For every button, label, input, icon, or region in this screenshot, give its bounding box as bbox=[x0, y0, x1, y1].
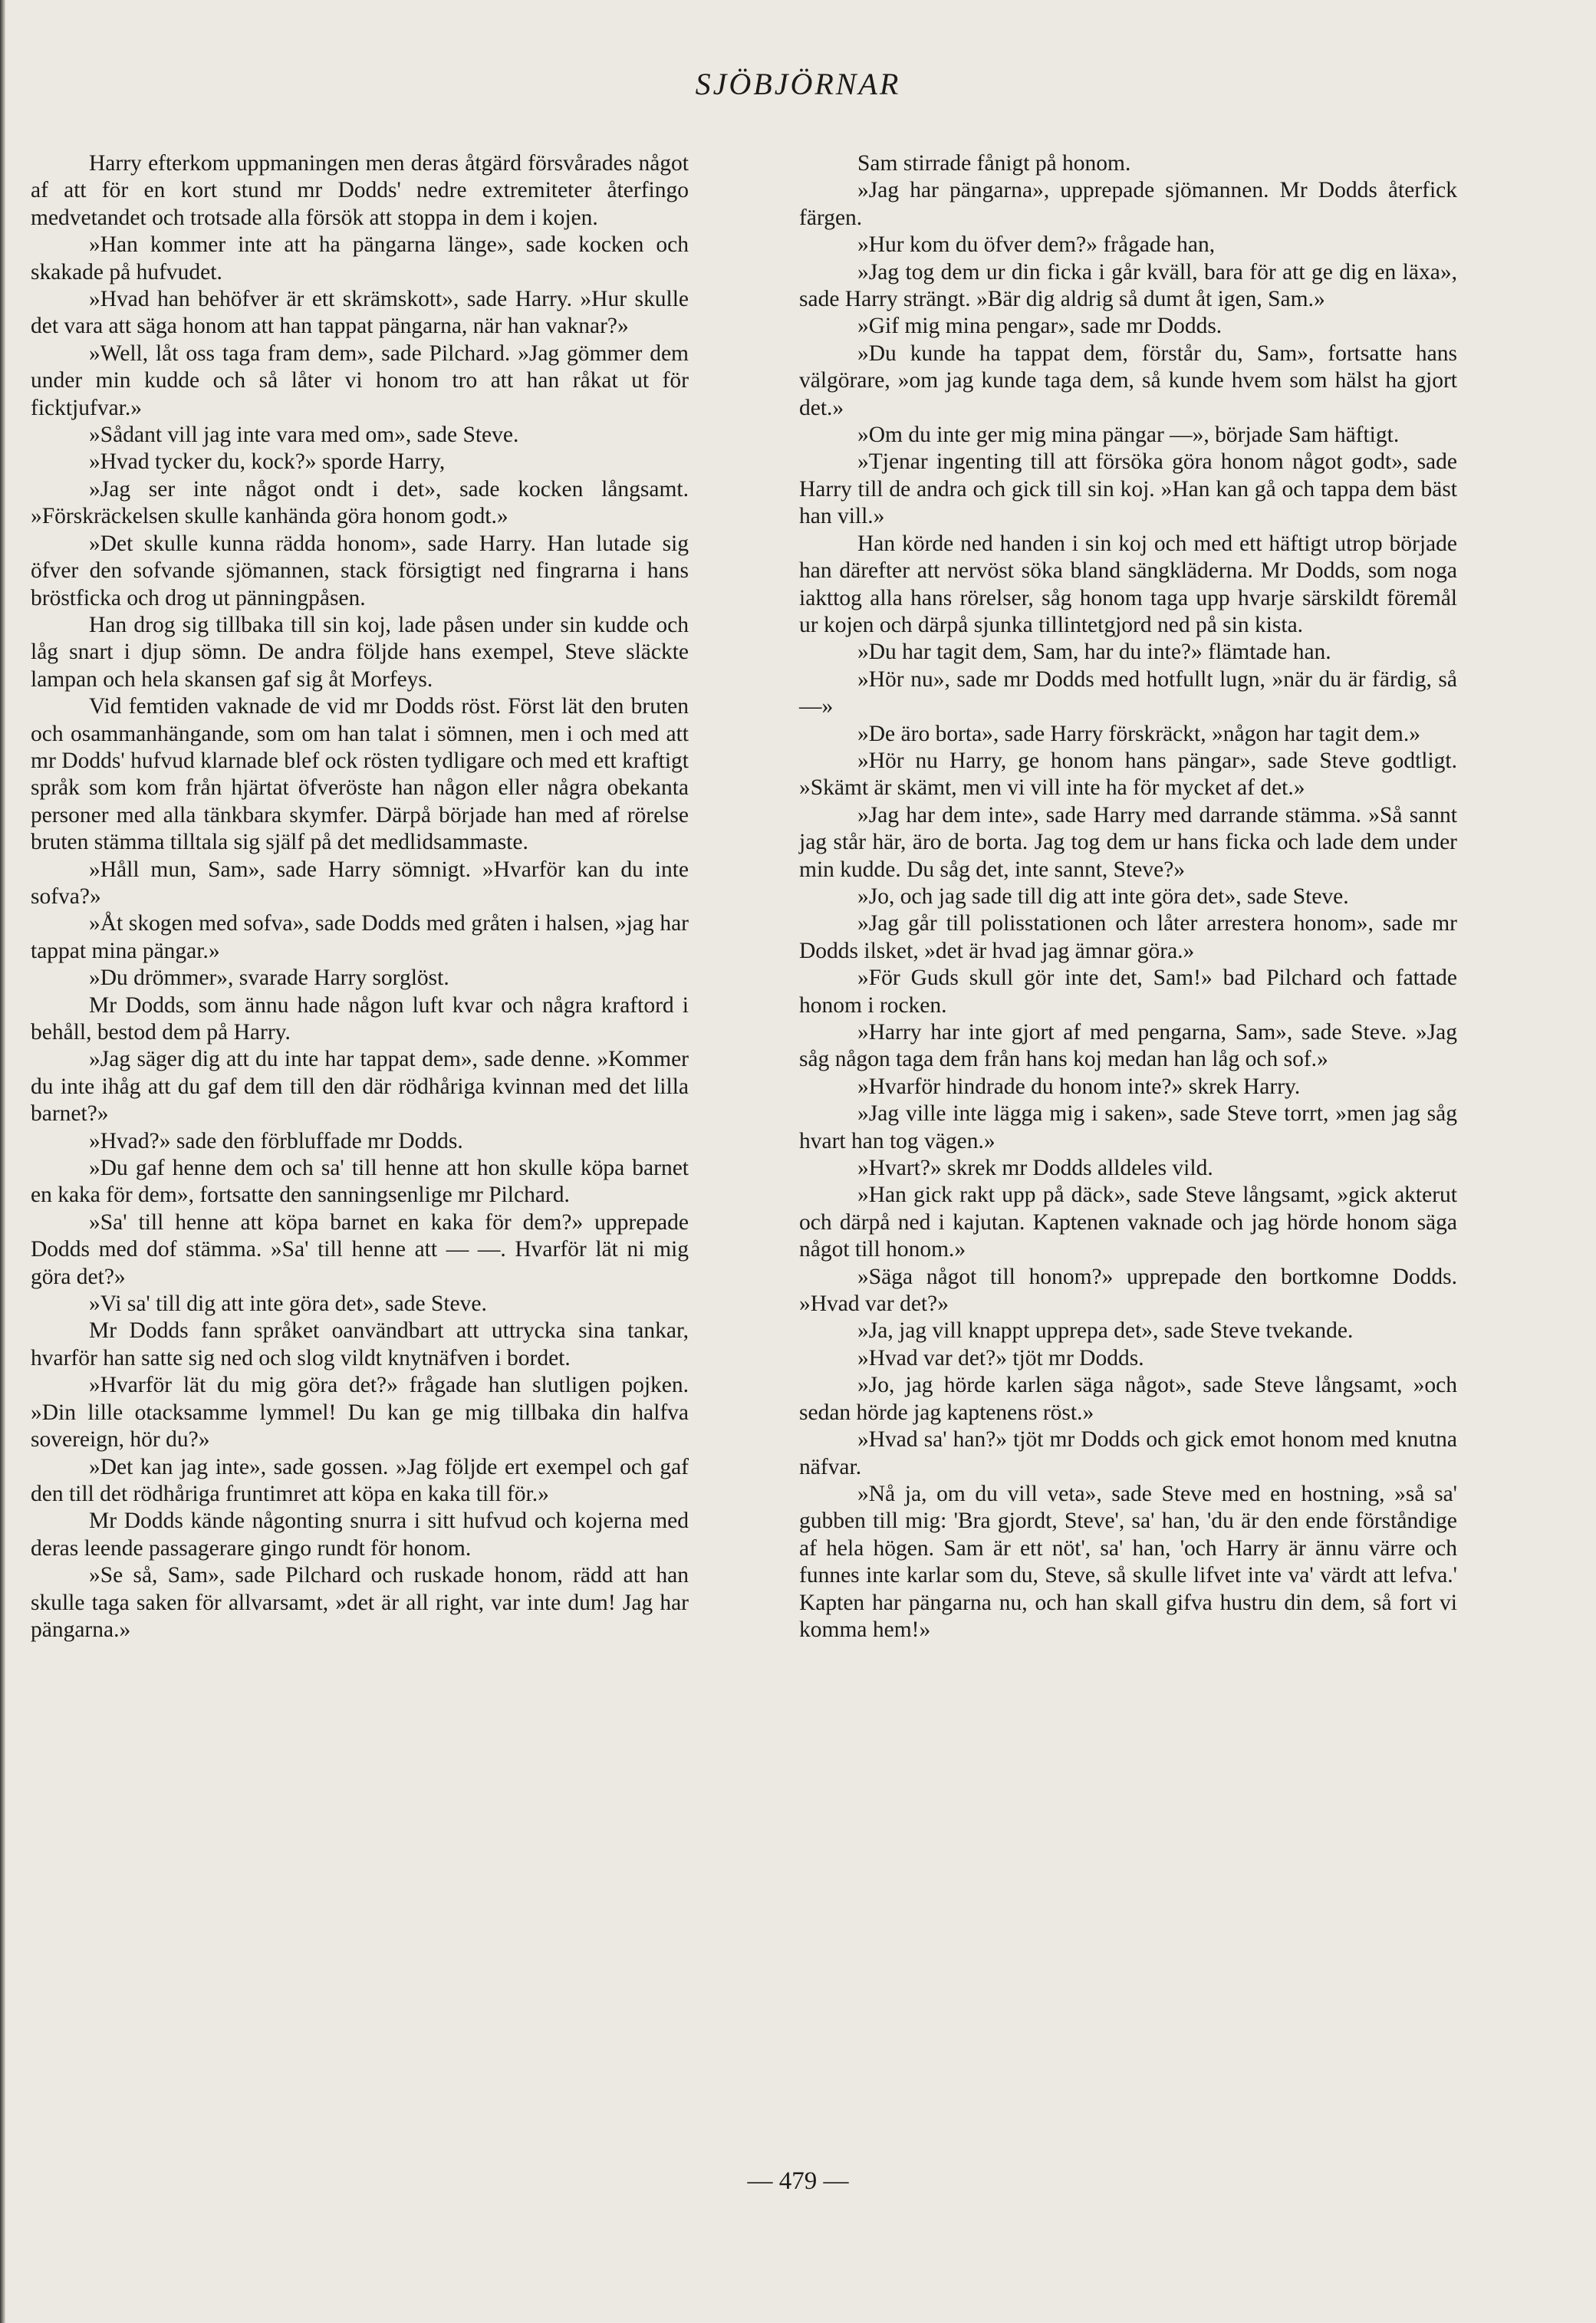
paragraph: »Du gaf henne dem och sa' till henne att hon skulle köpa barnet en kaka för dem», fortsatte den sanningsenlige mr Pilchard. bbox=[31, 1156, 689, 1208]
paragraph: »Gif mig mina pengar», sade mr Dodds. bbox=[857, 314, 1223, 339]
paragraph: »Se så, Sam», sade Pilchard och ruskade honom, rädd att han skulle taga saken för allvarsamt, »det är all right, var inte dum! Jag har pängarna.» bbox=[31, 1563, 689, 1642]
paragraph: »Nå ja, om du vill veta», sade Steve med en hostning, »så sa' gubben till mig: 'Bra gjordt, Steve', sa' han, 'du är den ende förståndige af hela högen. Sam är ett nöt', sa' han, 'och Harry är ännu värre och funnes inte karlar som du, Steve, så skulle lifvet inte va' värdt att lefva.' Kapten har pängarna nu, och han skall gifva hustru din dem, så fort vi komma hem!» bbox=[799, 1481, 1457, 1642]
paragraph: »Hvad sa' han?» tjöt mr Dodds och gick emot honom med knutna näfvar. bbox=[799, 1427, 1457, 1479]
paragraph: »Om du inte ger mig mina pängar —», började Sam häftigt. bbox=[857, 423, 1400, 448]
paragraph: »För Guds skull gör inte det, Sam!» bad Pilchard och fattade honom i rocken. bbox=[799, 966, 1457, 1018]
paragraph: Vid femtiden vaknade de vid mr Dodds röst. Först lät den bruten och osammanhängande, som om han talat i sömnen, men i och med att mr Dodds' hufvud klarnade blef ock rösten tydligare och med ett kraftigt språk som kom från hjärtat öfveröste han någon eller några obekanta personer med alla tänkbara skymfer. Därpå började han med af rörelse bruten stämma tilltala sig själf på det medlidsammaste. bbox=[31, 694, 689, 855]
paragraph: »Vi sa' till dig att inte göra det», sade Steve. bbox=[89, 1291, 487, 1317]
paragraph: »Åt skogen med sofva», sade Dodds med gråten i halsen, »jag har tappat mina pängar.» bbox=[31, 911, 689, 963]
paragraph: »Jag ser inte något ondt i det», sade kocken långsamt. »Förskräckelsen skulle kanhända göra honom godt.» bbox=[31, 476, 689, 529]
paragraph: »Jag går till polisstationen och låter arrestera honom», sade mr Dodds ilsket, »det är hvad jag ämnar göra.» bbox=[799, 911, 1457, 963]
paragraph: »Hvad tycker du, kock?» sporde Harry, bbox=[89, 449, 446, 475]
right-column bbox=[799, 150, 1457, 1644]
paragraph: »Sa' till henne att köpa barnet en kaka för dem?» upprepade Dodds med dof stämma. »Sa' till henne att — —. Hvarför lät ni mig göra det?» bbox=[31, 1209, 689, 1289]
paragraph: »Hvad?» sade den förbluffade mr Dodds. bbox=[89, 1128, 463, 1153]
paragraph: »Hör nu», sade mr Dodds med hotfullt lugn, »när du är färdig, så —» bbox=[799, 666, 1457, 719]
paragraph: »Jo, och jag sade till dig att inte göra det», sade Steve. bbox=[857, 883, 1349, 909]
paragraph: »Det kan jag inte», sade gossen. »Jag följde ert exempel och gaf den till det rödhåriga fruntimret att köpa en kaka till för.» bbox=[31, 1454, 689, 1506]
paragraph: »Hur kom du öfver dem?» frågade han, bbox=[857, 232, 1216, 258]
page-edge-shadow bbox=[0, 0, 5, 2323]
page-number: — 479 — bbox=[747, 2167, 849, 2195]
paragraph: Harry efterkom uppmaningen men deras åtgärd försvårades något af att för en kort stund mr Dodds' nedre extremiteter återfingo medvetandet och trotsade alla försök att stoppa in dem i kojen. bbox=[31, 151, 689, 230]
paragraph: »Jag ville inte lägga mig i saken», sade Steve torrt, »men jag såg hvart han tog vägen.» bbox=[799, 1101, 1457, 1153]
paragraph: »Hvarför lät du mig göra det?» frågade han slutligen pojken. »Din lille otacksamme lymmel! Du kan ge mig tillbaka din halfva sovereign, hör du?» bbox=[31, 1373, 689, 1453]
paragraph: Mr Dodds, som ännu hade någon luft kvar och några kraftord i behåll, bestod dem på Harry. bbox=[31, 992, 689, 1045]
paragraph: Han körde ned handen i sin koj och med ett häftigt utrop började han därefter att nervöst söka bland sängkläderna. Mr Dodds, som noga iakttog alla hans rörelser, såg honom taga upp hvarje särskildt föremål ur kojen och därpå sjunka tillintetgjord ned på sin kista. bbox=[799, 531, 1457, 637]
paragraph: »Well, låt oss taga fram dem», sade Pilchard. »Jag gömmer dem under min kudde och så låter vi honom tro att han råkat ut för ficktjufvar.» bbox=[31, 341, 689, 420]
paragraph: »Sådant vill jag inte vara med om», sade Steve. bbox=[89, 423, 519, 448]
paragraph: Mr Dodds kände någonting snurra i sitt hufvud och kojerna med deras leende passagerare gingo rundt för honom. bbox=[31, 1509, 689, 1561]
paragraph: »Du drömmer», svarade Harry sorglöst. bbox=[89, 966, 449, 991]
left-column bbox=[31, 150, 689, 1644]
paragraph: »Han gick rakt upp på däck», sade Steve långsamt, »gick akterut och därpå ned i kajutan. Kaptenen vaknade och jag hörde honom säga något till honom.» bbox=[799, 1183, 1457, 1262]
paragraph: Sam stirrade fånigt på honom. bbox=[857, 151, 1131, 176]
paragraph: »Jag säger dig att du inte har tappat dem», sade denne. »Kommer du inte ihåg att du gaf dem till den där rödhåriga kvinnan med det lilla barnet?» bbox=[31, 1047, 689, 1127]
running-header: SJÖBJÖRNAR bbox=[695, 67, 901, 101]
paragraph: »Säga något till honom?» upprepade den bortkomne Dodds. »Hvad var det?» bbox=[799, 1264, 1457, 1317]
paragraph: »Håll mun, Sam», sade Harry sömnigt. »Hvarför kan du inte sofva?» bbox=[31, 857, 689, 909]
paragraph: »Han kommer inte att ha pängarna länge», sade kocken och skakade på hufvudet. bbox=[31, 232, 689, 285]
paragraph: »Jag tog dem ur din ficka i går kväll, bara för att ge dig en läxa», sade Harry strängt. »Bär dig aldrig så dumt åt igen, Sam.» bbox=[799, 259, 1457, 312]
paragraph: Han drog sig tillbaka till sin koj, lade påsen under sin kudde och låg snart i djup sömn. De andra följde hans exempel, Steve släckte lampan och hela skansen gaf sig åt Morfeys. bbox=[31, 612, 689, 692]
paragraph: »Du kunde ha tappat dem, förstår du, Sam», fortsatte hans välgörare, »om jag kunde taga dem, så kunde hvem som hälst ha gjort det.» bbox=[799, 341, 1457, 420]
paragraph: »Det skulle kunna rädda honom», sade Harry. Han lutade sig öfver den sofvande sjömannen, stack försigtigt ned fingrarna i hans bröstficka och drog ut pänningpåsen. bbox=[31, 531, 689, 610]
paragraph: »Hvad var det?» tjöt mr Dodds. bbox=[857, 1345, 1144, 1370]
paragraph: »Hör nu Harry, ge honom hans pängar», sade Steve godtligt. »Skämt är skämt, men vi vill inte ha för mycket af det.» bbox=[799, 748, 1457, 801]
paragraph: »Jag har dem inte», sade Harry med darrande stämma. »Så sannt jag står här, äro de borta. Jag tog dem ur hans ficka och lade dem under min kudde. Du såg det, inte sannt, Steve?» bbox=[799, 802, 1457, 882]
paragraph: »Du har tagit dem, Sam, har du inte?» flämtade han. bbox=[857, 640, 1331, 665]
paragraph: »Jag har pängarna», upprepade sjömannen. Mr Dodds återfick färgen. bbox=[799, 178, 1457, 230]
paragraph: »Hvad han behöfver är ett skrämskott», sade Harry. »Hur skulle det vara att säga honom att han tappat pängarna, när han vaknar?» bbox=[31, 287, 689, 339]
paragraph: Mr Dodds fann språket oanvändbart att uttrycka sina tankar, hvarför han satte sig ned och slog vildt knytnäfven i bordet. bbox=[31, 1318, 689, 1370]
paragraph: »Harry har inte gjort af med pengarna, Sam», sade Steve. »Jag såg någon taga dem från hans koj medan han låg och sof.» bbox=[799, 1020, 1457, 1072]
paragraph: »Tjenar ingenting till att försöka göra honom något godt», sade Harry till de andra och gick till sin koj. »Han kan gå och tappa dem bäst han vill.» bbox=[799, 449, 1457, 529]
paragraph: »Jo, jag hörde karlen säga något», sade Steve långsamt, »och sedan hörde jag kaptenens röst.» bbox=[799, 1373, 1457, 1425]
paragraph: »De äro borta», sade Harry förskräckt, »någon har tagit dem.» bbox=[857, 721, 1420, 746]
paragraph: »Hvart?» skrek mr Dodds alldeles vild. bbox=[857, 1156, 1213, 1181]
paragraph: »Hvarför hindrade du honom inte?» skrek Harry. bbox=[857, 1074, 1301, 1099]
paragraph: »Ja, jag vill knappt upprepa det», sade Steve tvekande. bbox=[857, 1318, 1354, 1344]
